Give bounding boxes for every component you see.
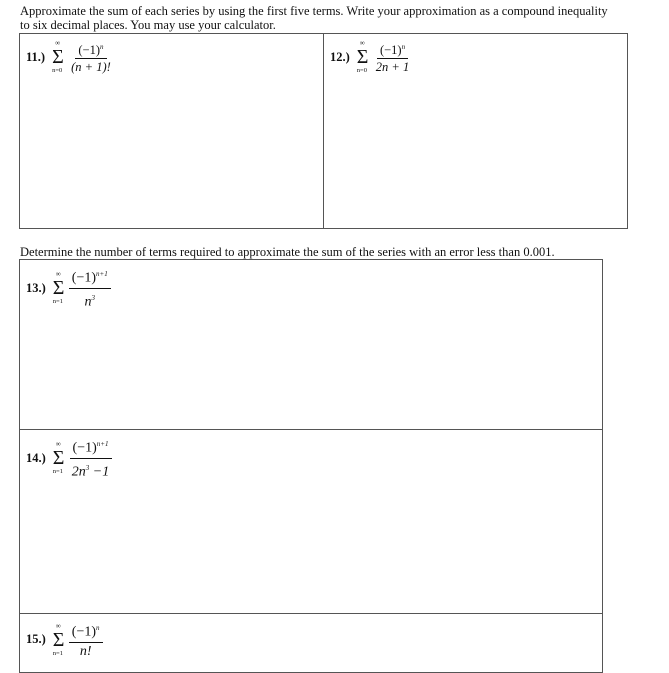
- problem-number: 14.): [26, 450, 46, 465]
- sum-lower-limit: n=0: [52, 67, 63, 75]
- sigma-glyph: Σ: [356, 46, 369, 69]
- sum-upper-limit: ∞: [55, 440, 61, 449]
- answer-box-15[interactable]: [19, 613, 603, 673]
- series-term: [69, 266, 111, 310]
- term-denominator: $2n^3 -1$: [71, 463, 110, 480]
- term-denominator: n!: [79, 643, 92, 659]
- instructions-approximate: Approximate the sum of each series by using the first five terms. Write your approximation as a compound inequality to six decimal places. You may use your calculator.: [20, 4, 608, 32]
- answer-box-14[interactable]: [19, 429, 603, 614]
- problem-14: [26, 436, 112, 480]
- sum-upper-limit: ∞: [55, 621, 61, 630]
- term-numerator: $(-1)^{n+1}$: [70, 436, 112, 459]
- problem-number: 12.): [330, 49, 350, 64]
- problem-number: 13.): [26, 280, 46, 295]
- term-denominator: 2n + 1: [375, 60, 410, 75]
- sum-upper-limit: ∞: [55, 270, 61, 279]
- answer-box-11[interactable]: [19, 33, 324, 229]
- term-denominator: (n + 1)!: [71, 60, 111, 75]
- summation-symbol: [53, 623, 67, 657]
- series-term: [69, 436, 112, 480]
- problem-13: [26, 266, 111, 310]
- term-denominator: $n^3$: [84, 293, 96, 310]
- problem-11: [26, 40, 114, 74]
- sigma-glyph: Σ: [52, 46, 64, 69]
- sum-lower-limit: n=1: [52, 298, 63, 306]
- term-numerator: $(-1)^n$: [69, 620, 103, 643]
- problem-number: 11.): [26, 49, 46, 64]
- series-term: [69, 620, 103, 660]
- sum-upper-limit: ∞: [359, 39, 365, 48]
- sum-upper-limit: ∞: [55, 39, 61, 48]
- sigma-glyph: Σ: [52, 447, 65, 470]
- answer-box-12[interactable]: [323, 33, 628, 229]
- term-numerator: $(-1)^n$: [75, 40, 106, 59]
- term-numerator: $(-1)^n$: [377, 40, 408, 59]
- problem-15: [26, 620, 103, 660]
- sum-lower-limit: n=0: [356, 67, 367, 75]
- summation-symbol: [52, 40, 66, 74]
- problem-12: [330, 40, 412, 74]
- sum-lower-limit: n=1: [52, 468, 63, 476]
- summation-symbol: [53, 271, 67, 305]
- sigma-glyph: Σ: [52, 628, 65, 651]
- answer-box-13[interactable]: [19, 259, 603, 430]
- series-term: [68, 40, 114, 74]
- sum-lower-limit: n=1: [52, 649, 63, 657]
- summation-symbol: [357, 40, 371, 74]
- instructions-error-bound: Determine the number of terms required to approximate the sum of the series with an error less than 0.001.: [20, 245, 555, 259]
- series-term: [373, 40, 412, 74]
- problem-number: 15.): [26, 632, 46, 647]
- term-numerator: $(-1)^{n+1}$: [69, 266, 111, 289]
- summation-symbol: [53, 441, 67, 475]
- sigma-glyph: Σ: [52, 277, 65, 300]
